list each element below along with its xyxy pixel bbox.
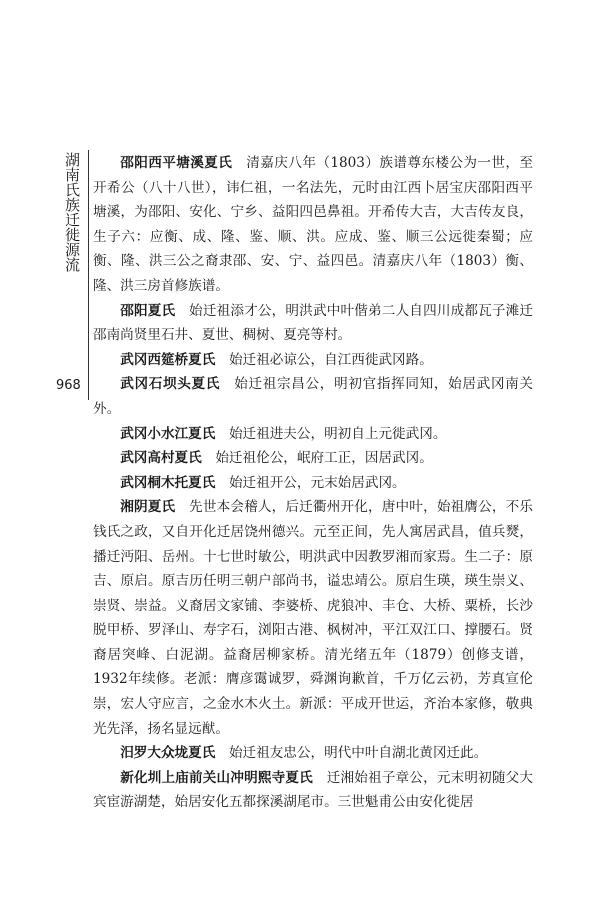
- entry-paragraph: [93, 422, 533, 447]
- page-number: 968: [56, 378, 81, 393]
- entry-paragraph: [93, 471, 533, 496]
- entry-text: 先世本会稽人，后迁衢州开化，唐中叶，始祖膺公，不乐钱氏之政，又自开化迁居饶州德兴。元至正间，先人寓居武昌，值兵燹，播迁沔阳、岳州。十七世时敏公，明洪武中因教罗湘而家焉。生二子：原吉、原启。原吉历任明三朝户部尚书，谥忠靖公。原启生瑛，瑛生崇义、崇贤、崇益。义裔居文家铺、李婆桥、虎狼冲、丰仓、大桥、粟桥，长沙脱甲桥、罗泽山、寿字石，浏阳古港、枫树冲，平江双江口、撑腰石。贤裔居突峰、白泥湖。益裔居柳家桥。清光绪五年（1879）创修支谱，1932年续修。老派：膺彦霭诚罗，舜渊询歉首，千万亿云礽，芳真宣伦崇，宏人守应言，之金水木火土。新派：平成开世运，齐治本家修，敬典光先泽，扬名显远猷。: [93, 499, 534, 737]
- entry-paragraph: [93, 151, 533, 299]
- entry-text: 迁湘始祖子章公，元末明初随父大宾宦游湖楚，始居安化五都探溪湖尾市。三世魁甫公由安化徙居: [93, 769, 534, 811]
- margin-rule: [88, 150, 89, 400]
- entry-heading: 邵阳夏氏: [120, 302, 176, 319]
- entry-text: 始迁祖友忠公，明代中叶自湖北黄冈迁此。: [228, 745, 488, 762]
- body-text: [93, 151, 533, 815]
- entry-text: 清嘉庆八年（1803）族谱尊东楼公为一世，至开希公（八十八世），讳仁祖，一名法先，元时由江西卜居宝庆邵阳西平塘溪，为邵阳、安化、宁乡、益阳四邑鼻祖。开希传大吉，大吉传友良，生子六：应衡、成、隆、鉴、顺、洪。应成、鉴、顺三公远徙秦蜀；应衡、隆、洪三公之裔隶邵、安、宁、益四邑。清嘉庆八年（1803）衡、隆、洪三房首修族谱。: [93, 155, 534, 294]
- entry-paragraph: [93, 766, 533, 815]
- entry-heading: 武冈高村夏氏: [120, 450, 202, 467]
- entry-heading: 新化圳上庙前关山冲明熙寺夏氏: [120, 769, 313, 786]
- entry-text: 始迁祖宗昌公，明初官指挥同知，始居武冈南关外。: [93, 376, 534, 417]
- entry-heading: 武冈西筵桥夏氏: [120, 351, 216, 368]
- entry-paragraph: [93, 741, 533, 766]
- entry-heading: 邵阳西平塘溪夏氏: [120, 155, 233, 171]
- entry-heading: 武冈小水江夏氏: [120, 425, 216, 442]
- entry-paragraph: [93, 348, 533, 373]
- entry-heading: 武冈石坝头夏氏: [120, 376, 220, 393]
- entry-text: 始迁祖必谅公，自江西徙武冈路。: [228, 351, 433, 368]
- entry-paragraph: [93, 495, 533, 741]
- entry-text: 始迁祖开公，元末始居武冈。: [228, 474, 406, 491]
- entry-paragraph: [93, 446, 533, 471]
- entry-text: 始迁祖进夫公，明初自上元徙武冈。: [228, 425, 447, 442]
- entry-paragraph: [93, 299, 533, 348]
- entry-heading: 汨罗大众垅夏氏: [120, 745, 216, 762]
- entry-text: 始迁祖添才公，明洪武中叶偕弟二人自四川成都瓦子滩迁邵南尚贤里石井、夏世、稠树、夏亮等村。: [93, 302, 534, 344]
- entry-paragraph: [93, 372, 533, 421]
- running-head: 湖南氏族迁徙源流: [63, 152, 81, 272]
- entry-heading: 湘阴夏氏: [120, 499, 176, 516]
- entry-text: 始迁祖伦公，岷府工正，因居武冈。: [215, 450, 433, 467]
- entry-heading: 武冈桐木托夏氏: [120, 474, 216, 491]
